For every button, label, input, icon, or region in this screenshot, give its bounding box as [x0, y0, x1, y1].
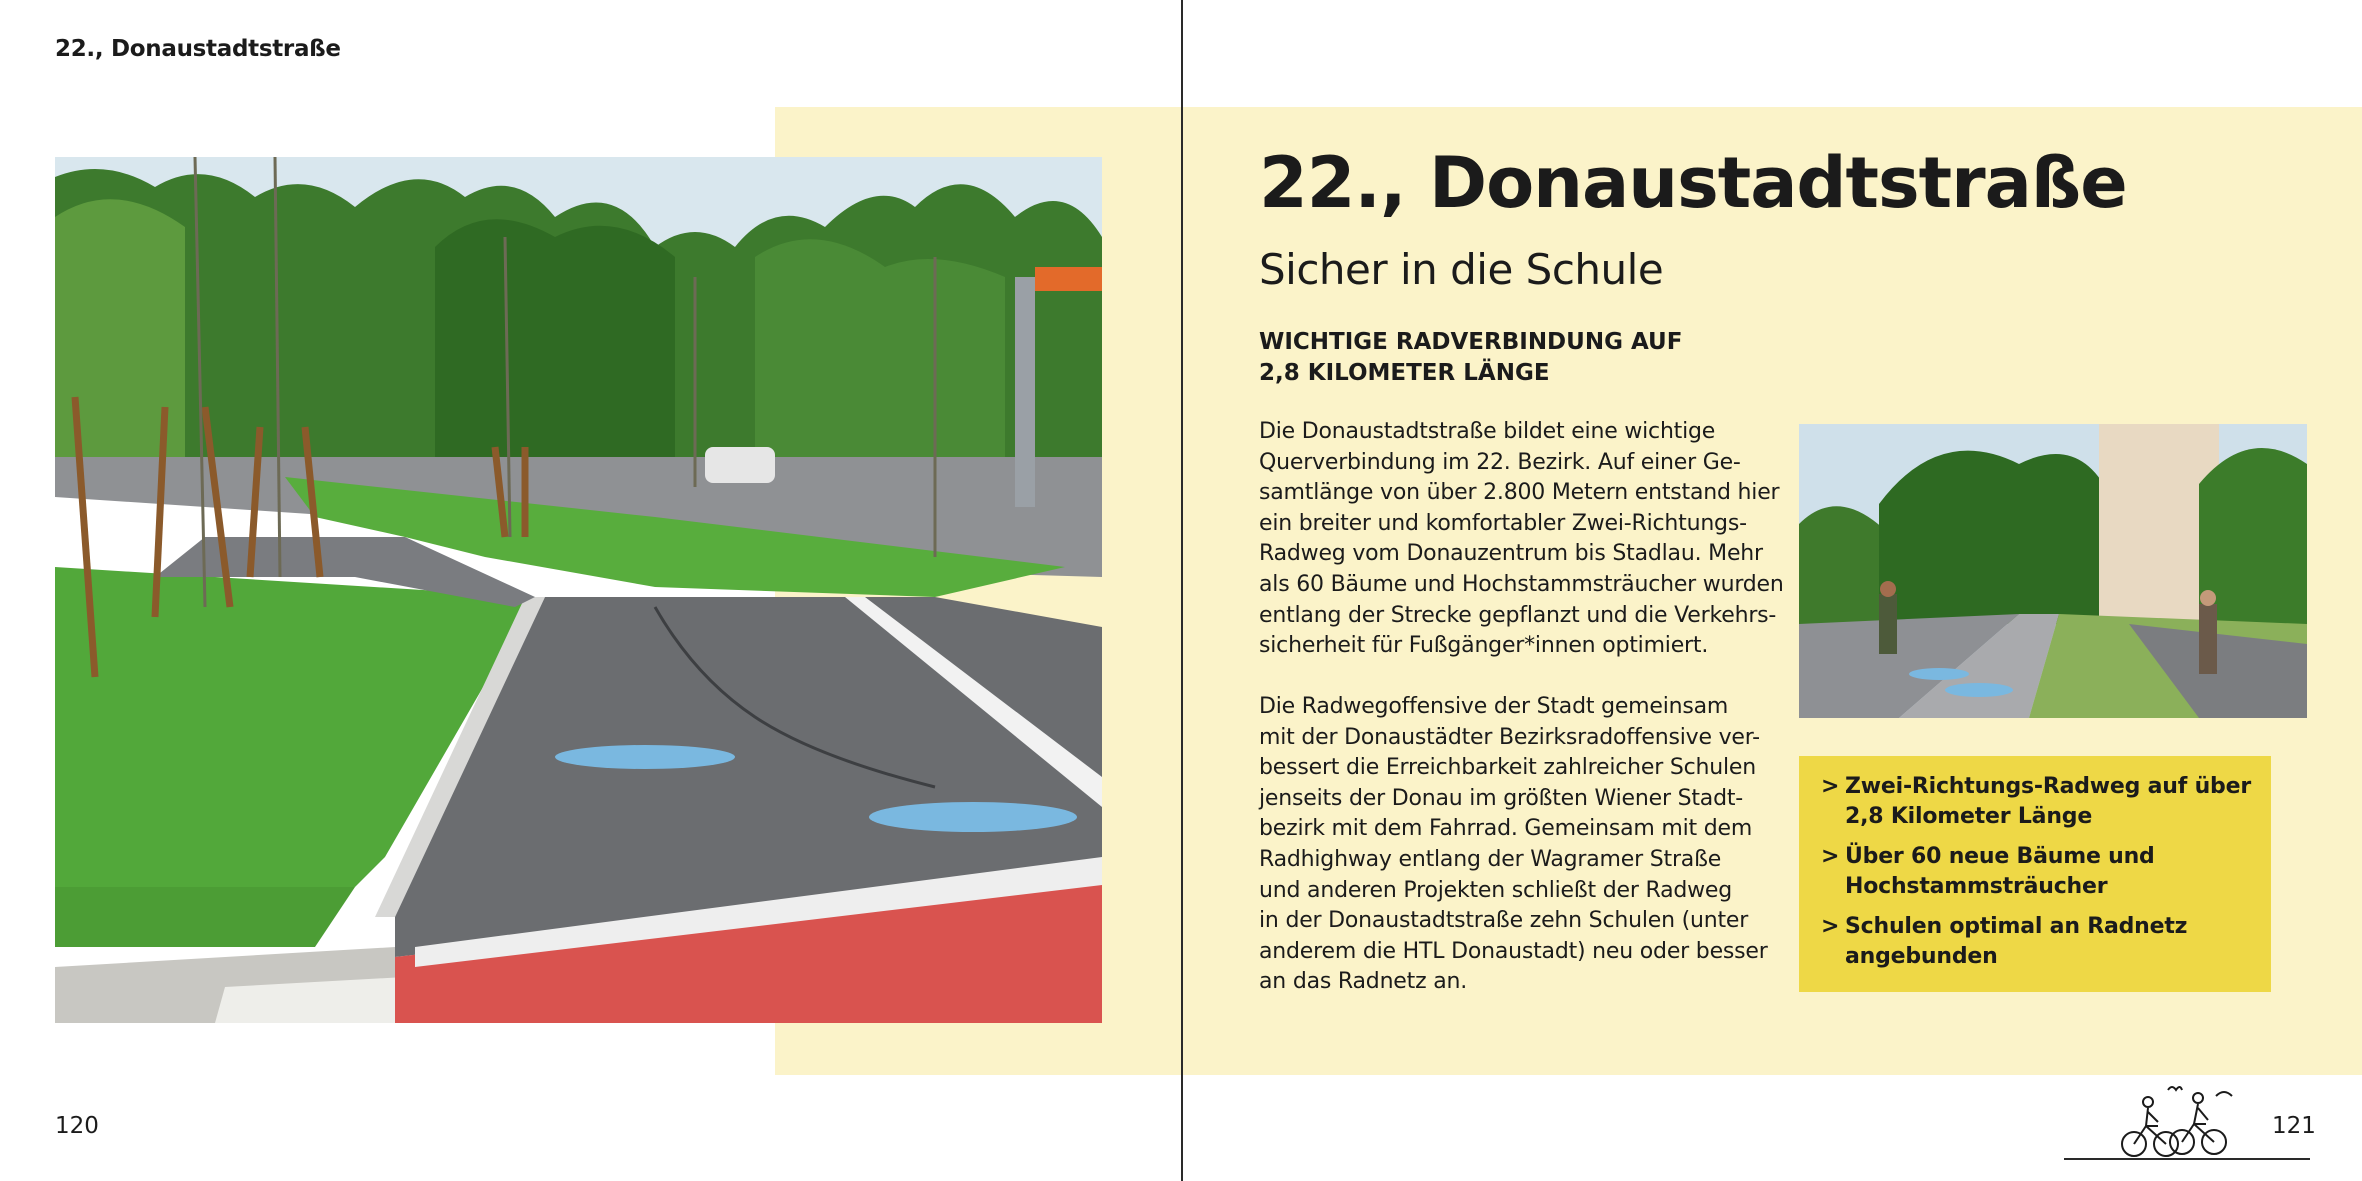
page-number-right: 121 [2272, 1113, 2316, 1139]
text-line: ein breiter und komfortabler Zwei-Richtungs- [1259, 510, 1747, 536]
article-title: 22., Donaustadtstraße [1259, 142, 2127, 224]
text-line: in der Donaustadtstraße zehn Schulen (unter [1259, 908, 1749, 934]
page-number-left: 120 [55, 1113, 99, 1139]
fact-line: angebunden [1845, 944, 1998, 969]
bullet-chevron-icon: > [1821, 844, 1840, 869]
fact-line: Über 60 neue Bäume und [1845, 844, 2155, 869]
article-subtitle: Sicher in die Schule [1259, 245, 1664, 294]
fact-line: Schulen optimal an Radnetz [1845, 914, 2188, 939]
fact-item [1821, 772, 2249, 832]
fact-item [1821, 912, 2249, 972]
text-line: sicherheit für Fußgänger*innen optimiert. [1259, 633, 1709, 659]
body-paragraph-2 [1259, 692, 1779, 998]
kicker-line: 2,8 KILOMETER LÄNGE [1259, 360, 1550, 386]
text-line: anderem die HTL Donaustadt) neu oder besser [1259, 938, 1768, 964]
text-line: Querverbindung im 22. Bezirk. Auf einer Ge- [1259, 449, 1741, 475]
cyclist-rendering-photo [1799, 424, 2307, 718]
kicker-heading [1259, 327, 1759, 389]
text-line: jenseits der Donau im größten Wiener Stadt- [1259, 785, 1743, 811]
text-line: bezirk mit dem Fahrrad. Gemeinsam mit dem [1259, 816, 1753, 842]
running-title: 22., Donaustadtstraße [55, 36, 341, 62]
fact-item [1821, 842, 2249, 902]
text-line: bessert die Erreichbarkeit zahlreicher Schulen [1259, 755, 1756, 781]
kicker-line: WICHTIGE RADVERBINDUNG AUF [1259, 329, 1683, 355]
fact-line: Hochstammsträucher [1845, 874, 2108, 899]
cyclists-illustration-icon [2116, 1082, 2244, 1160]
bike-path-photo [55, 157, 1102, 1023]
body-paragraph-1 [1259, 417, 1784, 662]
page-spine-divider [1181, 0, 1183, 1181]
fact-line: 2,8 Kilometer Länge [1845, 804, 2093, 829]
text-line: entlang der Strecke gepflanzt und die Verkehrs- [1259, 602, 1777, 628]
text-line: an das Radnetz an. [1259, 969, 1468, 995]
text-line: und anderen Projekten schließt der Radweg [1259, 877, 1733, 903]
bullet-chevron-icon: > [1821, 774, 1840, 799]
text-line: Radweg vom Donauzentrum bis Stadlau. Mehr [1259, 541, 1763, 567]
text-line: samtlänge von über 2.800 Metern entstand hier [1259, 480, 1780, 506]
bullet-chevron-icon: > [1821, 914, 1840, 939]
fact-box [1799, 756, 2271, 992]
fact-line: Zwei-Richtungs-Radweg auf über [1845, 774, 2251, 799]
text-line: Die Radwegoffensive der Stadt gemeinsam [1259, 694, 1729, 719]
text-line: Die Donaustadtstraße bildet eine wichtige [1259, 419, 1716, 444]
text-line: Radhighway entlang der Wagramer Straße [1259, 846, 1722, 872]
text-line: mit der Donaustädter Bezirksradoffensive ver- [1259, 724, 1760, 750]
text-line: als 60 Bäume und Hochstammsträucher wurden [1259, 571, 1784, 597]
